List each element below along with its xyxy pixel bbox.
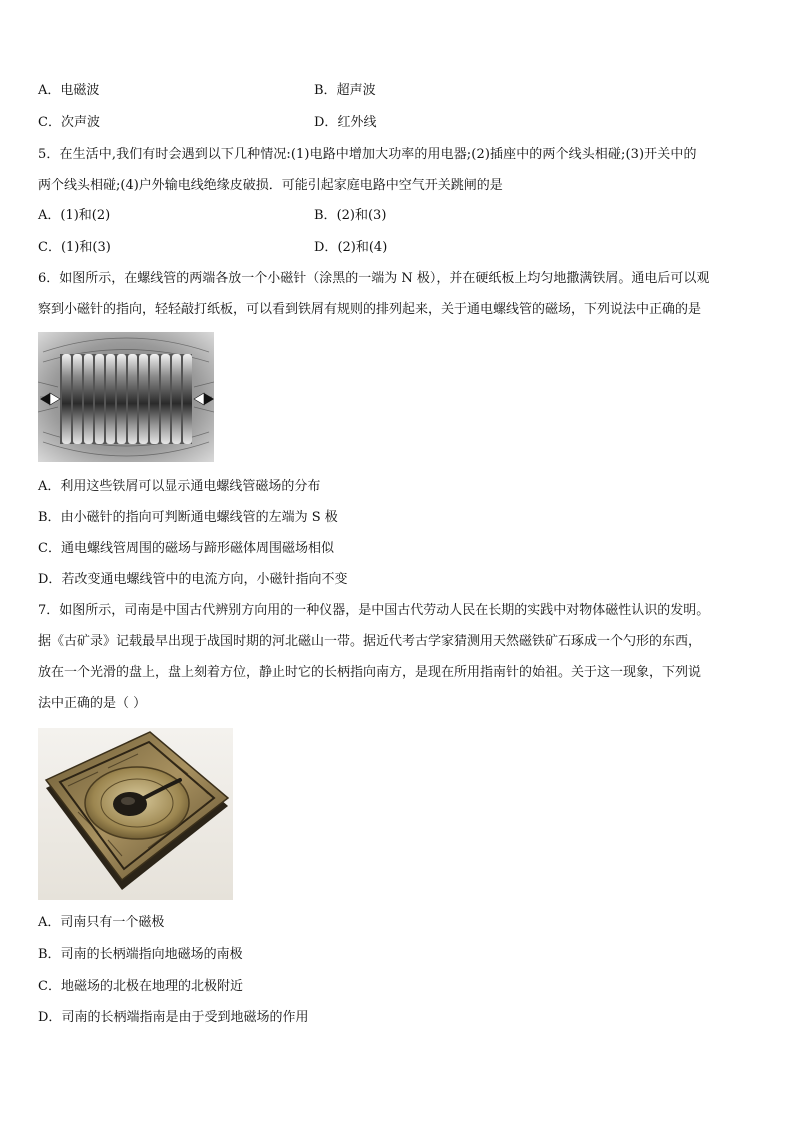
q7-stem-line-2: 据《古矿录》记载最早出现于战国时期的河北磁山一带。据近代考古学家猜测用天然磁铁矿石琢成一个勺形的东西， [38, 634, 702, 649]
q7-stem-line-4: 法中正确的是（ ） [38, 696, 147, 711]
q4-option-c: C．次声波 [38, 115, 100, 130]
q5-option-d: D．(2)和(4) [314, 240, 388, 255]
q5-stem-line-2: 两个线头相碰;(4)户外输电线绝缘皮破损．可能引起家庭电路中空气开关跳闸的是 [38, 178, 503, 193]
q6-option-b: B．由小磁针的指向可判断通电螺线管的左端为 S 极 [38, 510, 338, 525]
q6-stem-line-2: 察到小磁针的指向，轻轻敲打纸板，可以看到铁屑有规则的排列起来，关于通电螺线管的磁场，下列说法中正确的是 [38, 302, 702, 317]
q5-option-c: C．(1)和(3) [38, 240, 111, 255]
q4-option-d: D．红外线 [314, 115, 377, 130]
q7-option-d: D．司南的长柄端指南是由于受到地磁场的作用 [38, 1010, 309, 1025]
q7-stem-line-1: 7．如图所示，司南是中国古代辨别方向用的一种仪器，是中国古代劳动人民在长期的实践中对物体磁性认识的发明。 [38, 603, 710, 618]
q7-stem-line-3: 放在一个光滑的盘上，盘上刻着方位，静止时它的长柄指向南方，是现在所用指南针的始祖。关于这一现象，下列说 [38, 665, 702, 680]
q5-option-b: B．(2)和(3) [314, 208, 387, 223]
q7-option-b: B．司南的长柄端指向地磁场的南极 [38, 947, 243, 962]
q7-option-a: A．司南只有一个磁极 [38, 915, 165, 930]
q5-stem-line-1: 5．在生活中,我们有时会遇到以下几种情况:(1)电路中增加大功率的用电器;(2)插座中的两个线头相碰;(3)开关中的 [38, 147, 697, 162]
q4-option-b: B．超声波 [314, 83, 376, 98]
q6-stem-line-1: 6．如图所示，在螺线管的两端各放一个小磁针（涂黑的一端为 N 极），并在硬纸板上均匀地撒满铁屑。通电后可以观 [38, 271, 710, 286]
q6-option-a: A．利用这些铁屑可以显示通电螺线管磁场的分布 [38, 479, 321, 494]
q6-option-d: D．若改变通电螺线管中的电流方向，小磁针指向不变 [38, 572, 348, 587]
q7-option-c: C．地磁场的北极在地理的北极附近 [38, 979, 243, 994]
q6-option-c: C．通电螺线管周围的磁场与蹄形磁体周围磁场相似 [38, 541, 334, 556]
q5-option-a: A．(1)和(2) [38, 208, 111, 223]
solenoid-iron-filings-figure [38, 332, 214, 462]
q4-option-a: A．电磁波 [38, 83, 100, 98]
sinan-compass-figure [38, 728, 233, 900]
